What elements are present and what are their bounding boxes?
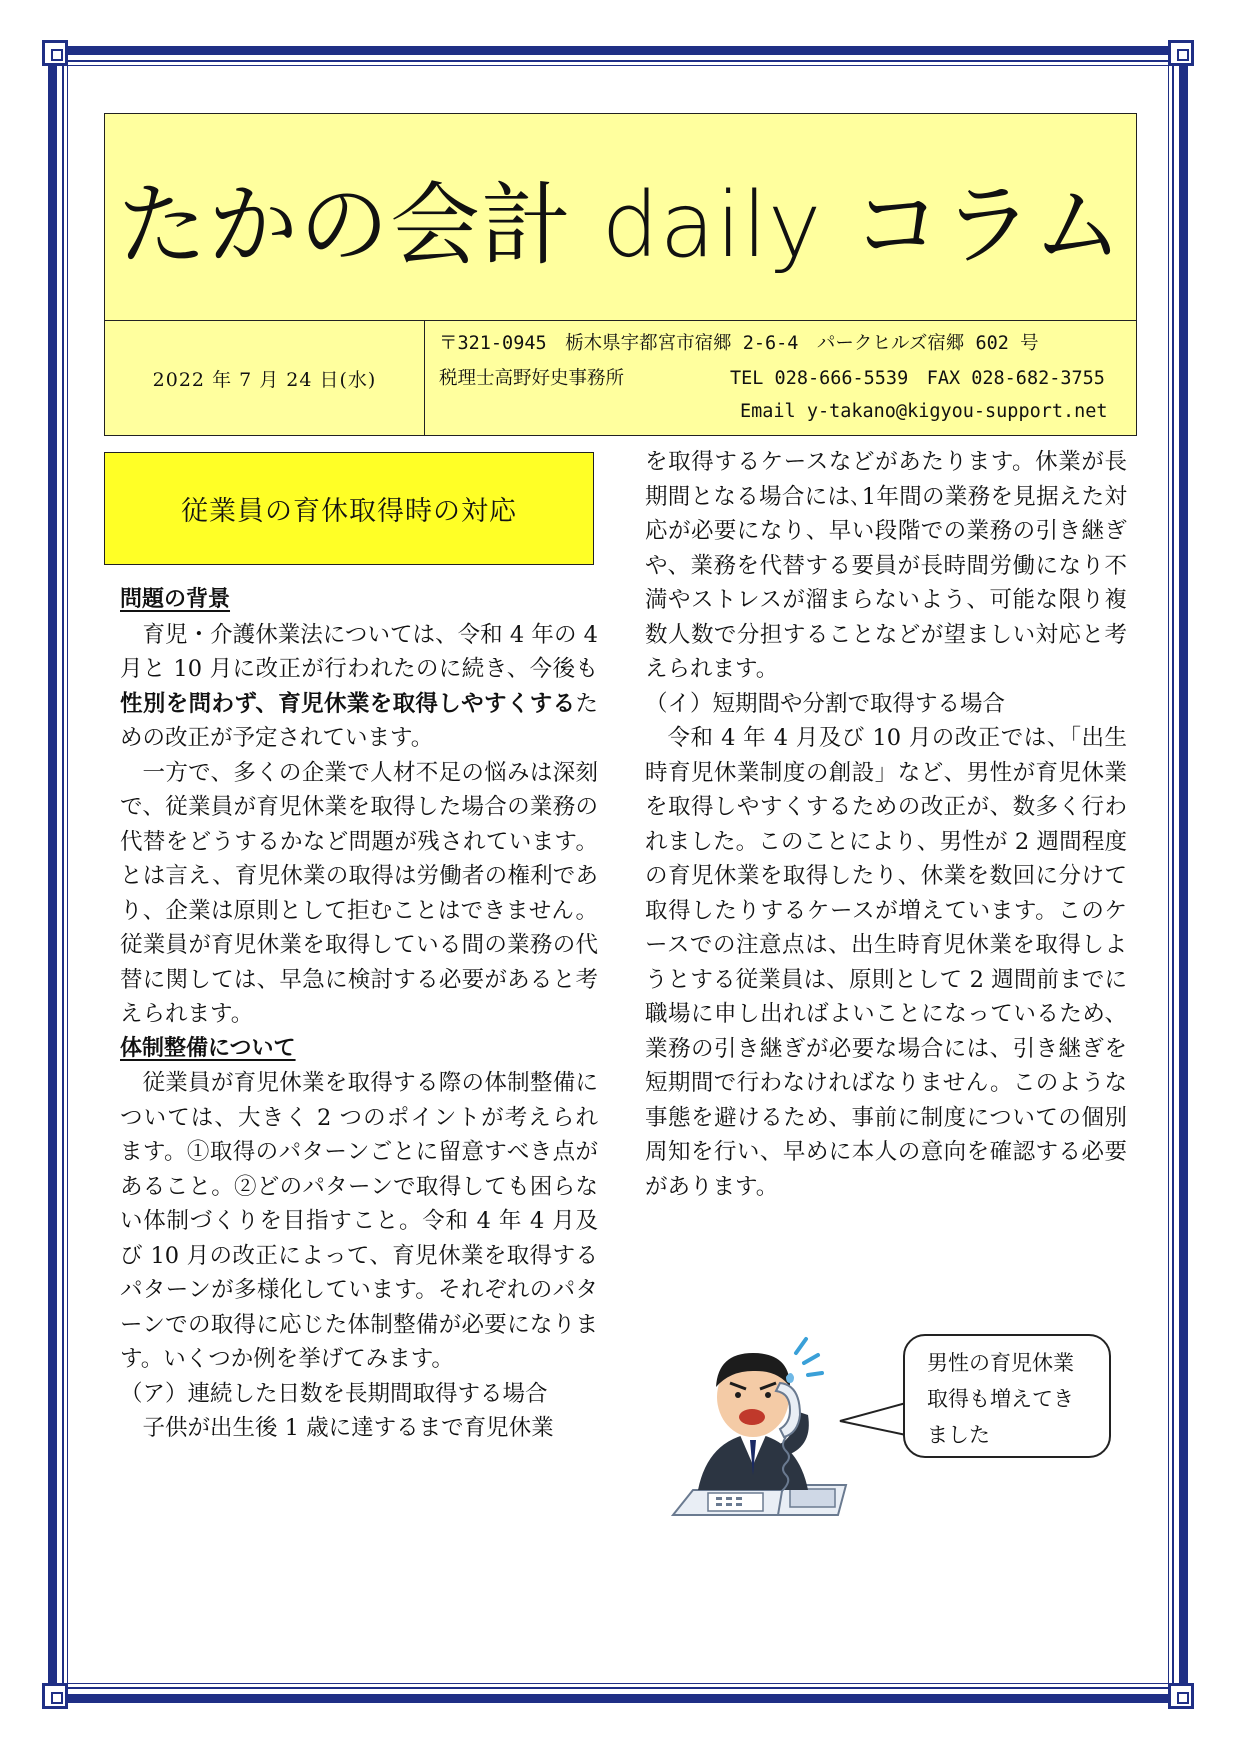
corner-ornament-icon [1168,1683,1194,1709]
article-body-left [120,583,598,1446]
paragraph [120,618,598,756]
speech-bubble-line: 取得も増えてき [927,1387,1074,1411]
paragraph-text: ための改正が予定されています。 [120,690,598,751]
emphasis-text: 性別を問わず、育児休業を取得しやすくする [120,690,576,717]
issue-date: 2022 年 7 月 24 日(水) [105,321,425,435]
article-body-right [645,445,1127,1204]
speech-bubble-tail [838,1395,908,1445]
paragraph-text: 育児・介護休業法については、令和 4 年の 4 月と 10 月に改正が行われたのに続き、今後も [120,621,598,682]
paragraph: 一方で、多くの企業で人材不足の悩みは深刻で、従業員が育児休業を取得した場合の業務の代替をどうするかなど問題が残されています。とは言え、育児休業の取得は労働者の権利であり、企業は原則として拒むことはできません。従業員が育児休業を取得している間の業務の代替に関しては、早急に検討する必要があると考えられます。 [120,759,598,1027]
sub-heading: （イ）短期間や分割で取得する場合 [645,690,1006,717]
corner-ornament-icon [42,1683,68,1709]
section-heading: 問題の背景 [120,587,231,612]
corner-ornament-icon [42,40,68,66]
office-phone-fax: TEL 028-666-5539 FAX 028-682-3755 [730,368,1105,389]
paragraph: 令和 4 年 4 月及び 10 月の改正では、「出生時育児休業制度の創設」など、男性が育児休業を取得しやすくするための改正が、数多く行われました。このことにより、男性が 2 週間程度の育児休業を取得したり、休業を数回に分けて取得したりするケースが増えています。このケースでの注意点は、出生時育児休業を取得しようとする従業員は、原則として 2 週間前までに職場に申し出ればよいことになっているため、業務の引き継ぎが必要な場合には、引き継ぎを短期間で行わなければなりません。このような事態を避けるため、事前に制度についての個別周知を行い、早めに本人の意向を確認する必要があります。 [645,725,1127,1200]
sub-heading: （ア）連続した日数を長期間取得する場合 [120,1380,548,1407]
office-email: Email y-takano@kigyou-support.net [740,401,1108,422]
paragraph-text: を取得するケースなどがあたります。休業が長期間となる場合には､1年間の業務を見据えた対応が必要になり、早い段階での業務の引き継ぎや、業務を代替する要員が長時間労働になり不満やストレスが溜まらないよう、可能な限り複数人数で分担することなどが望ましい対応と考えられます。 [645,449,1127,682]
paragraph: 従業員が育児休業を取得する際の体制整備については、大きく 2 つのポイントが考えられます。①取得のパターンごとに留意すべき点があること。②どのパターンで取得しても困らない体制づくりを目指すこと。令和 4 年 4 月及び 10 月の改正によって、育児休業を取得するパターンが多様化しています。それぞれのパターンでの取得に応じた体制整備が必要になります。いくつか例を挙げてみます。 [120,1070,598,1372]
office-info [425,321,1136,435]
paragraph-text: 子供が出生後 1 歳に達するまで育児休業 [142,1415,554,1441]
article-heading: 従業員の育休取得時の対応 [104,452,594,565]
header [104,113,1137,436]
page-title: たかの会計 daily コラム [105,114,1136,321]
corner-ornament-icon [1168,40,1194,66]
speech-bubble-line: 男性の育児休業 [927,1351,1074,1375]
section-heading: 体制整備について [120,1035,296,1061]
speech-bubble-line: ました [927,1423,990,1447]
paragraph [645,445,1127,687]
office-address: 〒321-0945 栃木県宇都宮市宿郷 2-6-4 パークヒルズ宿郷 602 号 [439,333,1039,354]
speech-bubble [903,1334,1111,1458]
office-name: 税理士高野好史事務所 [439,368,625,389]
paragraph [120,1411,598,1446]
